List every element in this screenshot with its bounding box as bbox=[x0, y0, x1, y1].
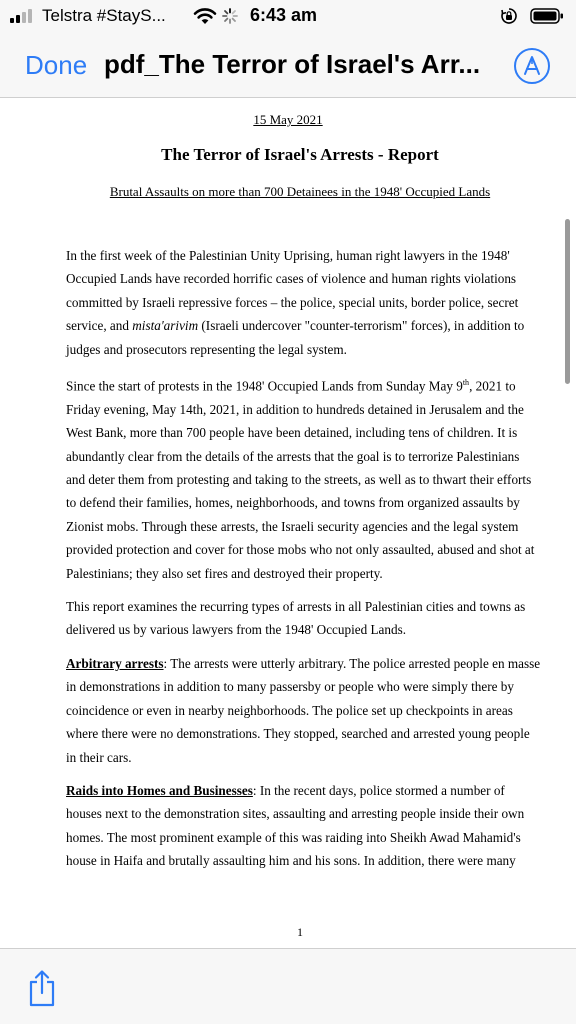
share-icon[interactable] bbox=[27, 969, 57, 1007]
italic-term: mista'arivim bbox=[132, 318, 199, 334]
navigation-bar bbox=[0, 34, 576, 98]
paragraph-intro: In the first week of the Palestinian Unity Uprising, human right lawyers in the 1948' Occupied Lands have recorded horrific cases of violence and human rights violations committed by Israeli repressive forces – the police, special units, border police, secret service, and mista'arivim (Israeli undercover "counter-terrorism" forces), in addition to judges and prosecutors representing the legal system. bbox=[66, 248, 525, 357]
section-arbitrary-arrests: Arbitrary arrests: The arrests were utterly arbitrary. The police arrested people en masse in demonstrations in addition to many passersby or people who were simply there by coincidence or even in nearby neighborhoods. The police set up checkpoints in areas where there were no demonstrations. They stopped, searched and arrested young people in their cars. bbox=[66, 655, 541, 765]
paragraph-scope: This report examines the recurring types of arrests in all Palestinian cities and towns as delivered us by various lawyers from the 1948' Occupied Lands. bbox=[66, 599, 526, 638]
document-title: pdf_The Terror of Israel's Arr... bbox=[104, 49, 481, 79]
bottom-toolbar bbox=[0, 948, 576, 1024]
report-body bbox=[66, 244, 541, 883]
section-heading: Arbitrary arrests bbox=[66, 655, 164, 671]
paragraph-protests: Since the start of protests in the 1948' Occupied Lands from Sunday May 9th, 2021 to Friday evening, May 14th, 2021, in addition to hundreds detained in Jerusalem and the West Bank, more than 700 people have been detained, including tens of children. It is abundantly clear from the details of the arrests that the goal is to terrorize Palestinians and deter them from protesting and taking to the streets, as well as to thwart their efforts to defend their families, homes, neighborhoods, and towns from organized assaults by Zionist mobs. Through these arrests, the Israeli security agencies and the legal system provided protection and cover for those mobs who not only assaulted, abused and shot at Palestinians; they also set fires and destroyed their property. bbox=[66, 378, 535, 581]
clock-time: 6:43 am bbox=[250, 5, 318, 25]
report-date: 15 May 2021 bbox=[253, 112, 323, 127]
done-button[interactable]: Done bbox=[25, 50, 88, 80]
markup-button[interactable] bbox=[514, 48, 550, 84]
pdf-document-viewer[interactable] bbox=[0, 99, 576, 948]
rotation-lock-icon bbox=[500, 7, 518, 25]
scrollbar[interactable] bbox=[565, 219, 570, 384]
markup-pen-icon bbox=[522, 55, 542, 77]
activity-spinner-icon bbox=[222, 8, 238, 24]
section-raids: Raids into Homes and Businesses: In the recent days, police stormed a number of houses next to the demonstration sites, assaulting and arresting people inside their own homes. The most prominent example of this was raiding into Sheikh Awad Mahamid's house in Haifa and brutally assaulting him and his sons. In addition, there were many bbox=[66, 782, 525, 869]
page-number: 1 bbox=[297, 925, 303, 939]
carrier-name: Telstra #StayS... bbox=[42, 6, 166, 25]
signal-icon bbox=[10, 9, 34, 23]
status-bar bbox=[0, 0, 576, 34]
wifi-icon bbox=[193, 7, 217, 25]
report-subtitle: Brutal Assaults on more than 700 Detainees in the 1948' Occupied Lands bbox=[109, 184, 491, 199]
report-title: The Terror of Israel's Arrests - Report bbox=[161, 145, 439, 164]
battery-icon bbox=[530, 7, 564, 25]
section-heading: Raids into Homes and Businesses bbox=[66, 782, 253, 798]
